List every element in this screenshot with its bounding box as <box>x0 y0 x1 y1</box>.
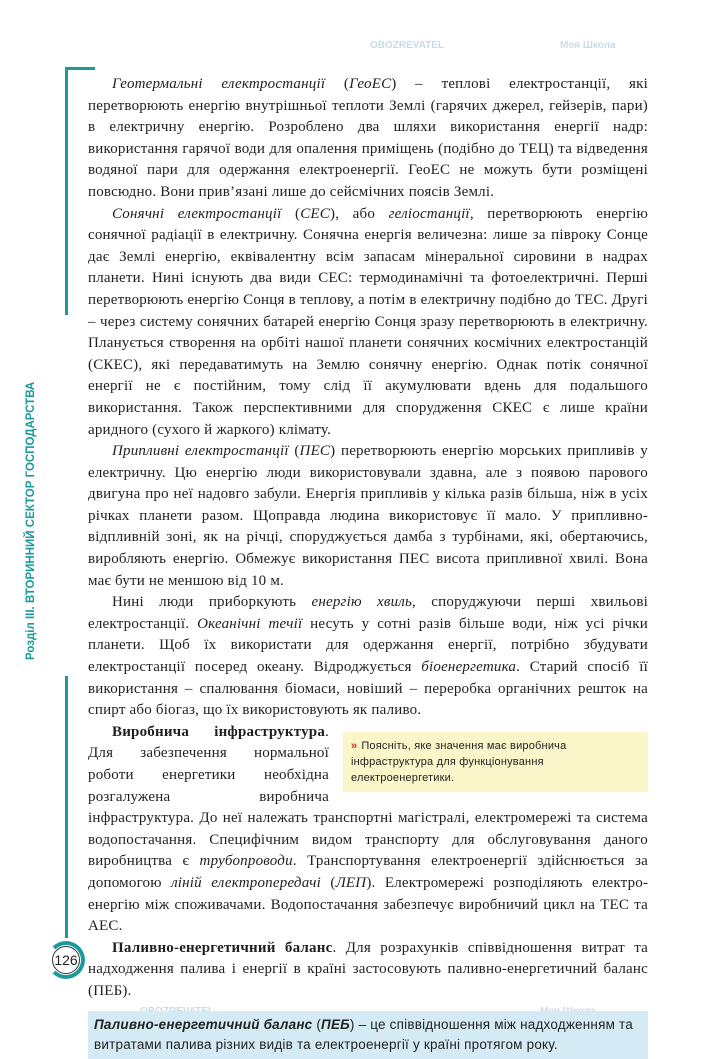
italic-term: ГеоЕС <box>349 76 392 92</box>
page-body <box>88 74 648 1059</box>
text-run: ( <box>325 76 350 92</box>
italic-term: трубопроводи <box>199 853 293 870</box>
text-run: ( <box>288 443 300 460</box>
text-run: ). Електромережі розподіляють електроенергію між споживачами. Водопостачання забезпечує виробничий цикл на ТЕС та АЕС. <box>88 874 648 935</box>
italic-term: ліній електропередачі <box>171 874 321 891</box>
italic-term: ПЕС <box>299 443 331 460</box>
text-run: . Транспортування електроенергії здійснюється за допомогою <box>88 853 648 891</box>
paragraph-tidal <box>88 441 648 592</box>
text-run: Нині люди приборкують <box>112 594 312 611</box>
definition-text: – це співвідношення між надходженням та витратами палива різних видів та електроенергії у країні протягом року. <box>94 1016 633 1052</box>
section-sidebar-title: Розділ ІІІ. ВТОРИННИЙ СЕКТОР ГОСПОДАРСТВА <box>25 381 37 660</box>
bold-heading: Виробнича інфраструктура <box>112 723 326 740</box>
text-run: . Для розрахунків співвідношення витрат та надходження палива і енергії в країні застосовують паливно-енергетичний баланс (ПЕБ). <box>88 939 648 999</box>
text-run: ) перетворюють енергію морських припливів у електричну. Цю енергію люди використовували здавна, але з появою парового двигуна про неї надовго забули. Енергія припливів у кілька разів більша, ніж в усіх річках планети разом. Щоправда людина використовує її мало. У припливно-відпливній зоні, як на річці, споруджується дамба з турбінами, які, обертаючись, виробляють енергію. Обмежує використання ПЕС висота припливної хвилі. Вона має бути не меншою від 10 м. <box>88 443 648 589</box>
text-run: ( <box>320 874 336 891</box>
double-chevron-right-icon: » <box>351 739 358 752</box>
watermark: Моя Школа <box>560 40 616 51</box>
text-run: несуть у сотні разів більше води, ніж усі річки планети. Щоб їх використати для одержання енергії, потрібно збудувати електростанції посеред океану. Відроджується <box>88 615 648 676</box>
question-callout <box>343 732 648 792</box>
definition-abbr: ПЕБ <box>321 1016 350 1032</box>
definition-box: Паливно-енергетичний баланс (ПЕБ) – це співвідношення між надходженням та витратами палива різних видів та електроенергії у країні протягом року. <box>88 1011 648 1059</box>
text-run: ), або <box>330 205 389 222</box>
paragraph-fuel-balance <box>88 938 648 1003</box>
italic-term: біоенергетика <box>421 659 517 676</box>
paragraph-infrastructure <box>88 722 648 938</box>
italic-term: Припливні електростанції <box>112 443 289 460</box>
paragraph-solar <box>88 204 648 442</box>
frame-vertical-line <box>65 67 68 315</box>
definition-term: Паливно-енергетичний баланс <box>94 1016 313 1032</box>
italic-term: Океанічні течії <box>197 615 303 632</box>
text-run: , споруджуючи перші хвильові електростанції. <box>88 594 648 632</box>
paragraph-geothermal <box>88 74 648 204</box>
italic-term: геліостанції <box>388 205 470 222</box>
italic-term: енергію хвиль <box>311 594 413 611</box>
page-number-badge <box>47 941 85 979</box>
text-run: , перетворюють енергію сонячної радіації в електричну. Сонячна енергія величезна: лише за півроку Сонце дає Землі енергію, еквівалентну всім запасам мінеральної сировини в надрах планети. Нині існують два види СЕС: термодинамічні та фотоелектричні. Перші перетворюють енергію Сонця в теплову, а потім в електричну подібно до ТЕС. Другі – через систему сонячних батарей енергію Сонця зразу перетворюють в електричну. Планується створення на орбіті нашої планети сонячних космічних електростанцій (СКЕС), які передаватимуть на Землю сонячну енергію. Однак потік сонячної енергії не є постійним, тому слід її акумулювати вдень для подальшого використання. Також перспективними для спорудження СКЕС є лише країни аридного (сухого й жаркого) клімату. <box>88 205 648 438</box>
paragraph-waves-bio <box>88 592 648 722</box>
italic-term: Сонячні електростанції <box>112 205 282 222</box>
frame-top-line <box>65 67 95 70</box>
text-run: . Для забезпечення нормальної роботи енергетики необхідна розгалужена виробнича інфраструктура. До неї належать транспортні магістралі, електромережі та система водопостачання. Специфічним видом транспорту для обслуговування даного виробництва є <box>88 723 648 870</box>
text-run: . Старий спосіб її використання – спалювання біомаси, новіший – переробка органічних решток на спирт або біогаз, що їх використовують як паливо. <box>88 659 648 719</box>
page-number: 126 <box>52 946 80 974</box>
italic-term: СЕС <box>300 205 330 222</box>
text-run: ) – теплові електростанції, які перетворюють енергію внутрішньої теплоти Землі (гарячих джерел, гейзерів, пари) в електричну енергію. Розроблено два шляхи використання енергії надр: використання гарячої води для опалення приміщень (подібно до ТЕЦ) та відведення водяної пари для одержання електроенергії. ГеоЕС не можуть бути розміщені повсюдно. Вони прив’язані лише до сейсмічних поясів Землі. <box>88 76 648 200</box>
watermark: OBOZREVATEL <box>370 40 445 51</box>
frame-vertical-line <box>65 676 68 938</box>
italic-term: ЛЕП <box>335 874 367 891</box>
bold-heading: Паливно-енергетичний баланс <box>112 939 333 956</box>
text-run: ( <box>281 205 301 222</box>
callout-text: Поясніть, яке значення має виробнича інфраструктура для функціонування електроенергетики. <box>351 739 567 784</box>
italic-term: Геотермальні електростанції <box>112 76 326 92</box>
